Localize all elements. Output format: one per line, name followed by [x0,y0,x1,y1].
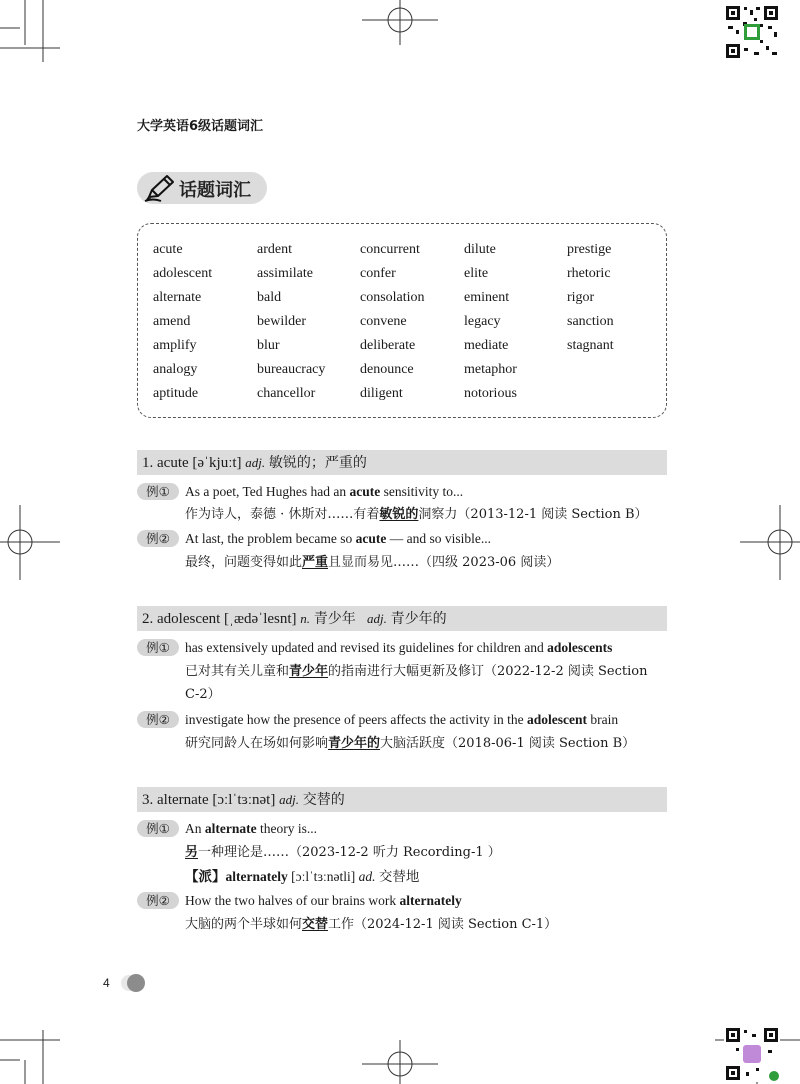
part-of-speech: adj. [245,455,266,470]
word-column-4 [464,238,517,406]
word-item: concurrent [360,242,420,257]
word-item: sanction [567,314,614,329]
word-column-5 [567,238,614,358]
qr-code-bottom [724,1026,780,1082]
entry-headword: 2. adolescent [ˌædəˈlesnt] [142,611,297,627]
example-badge: 例② [137,530,179,547]
word-item: prestige [567,242,612,257]
derived-word-line: 【派】alternately [ɔːlˈtɜːnətli] ad. 交替地 [185,869,420,885]
word-item: bald [257,290,282,305]
entry-meaning: 敏锐的；严重的 [268,455,367,471]
word-item: diligent [360,386,403,401]
example-en: At last, the problem became so acute — and so visible... [185,531,491,546]
example-badge: 例② [137,892,179,909]
entry-meaning: 青少年 [313,611,356,627]
example-badge: 例① [137,483,179,500]
word-item: amplify [153,338,197,353]
word-item: alternate [153,290,202,305]
word-item: convene [360,314,407,329]
part-of-speech: adj. [367,611,387,626]
entry-header-adolescent [137,606,667,631]
entry-headword: 3. alternate [ɔːlˈtɜːnət] [142,792,276,808]
word-item: metaphor [464,362,517,377]
word-column-3 [360,238,425,406]
word-item: eminent [464,290,510,305]
word-item: dilute [464,242,496,257]
word-item: rhetoric [567,266,611,281]
word-item: amend [153,314,191,329]
word-item: ardent [257,242,292,257]
word-item: acute [153,242,183,257]
word-item: analogy [153,362,198,377]
word-item: blur [257,338,280,353]
word-column-1 [153,238,212,406]
book-title: 大学英语6级话题词汇 [137,119,264,134]
word-column-2 [257,238,325,406]
example-cn: 作为诗人，泰德 · 休斯对……有着敏锐的洞察力（2013-12-1 阅读 Section B） [185,507,648,522]
word-item: consolation [360,290,425,305]
page-number: 4 [103,976,110,990]
example-cn: 最终，问题变得如此严重且显而易见……（四级 2023-06 阅读） [185,555,560,570]
word-item: stagnant [567,338,614,353]
entry-header-alternate [137,787,667,812]
word-item: adolescent [153,266,213,281]
word-item: mediate [464,338,509,353]
word-item: bureaucracy [257,362,326,377]
example-badge: 例② [137,711,179,728]
word-item: confer [360,266,396,281]
qr-code-top [724,4,780,60]
example-en: has extensively updated and revised its guidelines for children and adolescents [185,640,613,655]
word-item: assimilate [257,266,313,281]
example-cn: 研究同龄人在场如何影响青少年的大脑活跃度（2018-06-1 阅读 Section B） [185,736,636,751]
entry-meaning: 交替的 [302,792,345,808]
entry-header-acute [137,450,667,475]
part-of-speech: adj. [279,792,299,807]
page-dot-icon [120,974,146,992]
example-badge: 例① [137,639,179,656]
word-item: elite [464,266,489,281]
example-cn: 另一种理论是……（2023-12-2 听力 Recording-1 ） [185,845,501,860]
word-item: chancellor [257,386,316,401]
part-of-speech: n. [300,611,311,626]
entry-headword: 1. acute [əˈkjuːt] [142,455,242,471]
vocab-heading-pill [137,172,267,204]
word-item: deliberate [360,338,416,353]
example-en: How the two halves of our brains work alternately [185,893,462,908]
word-item: rigor [567,290,595,305]
example-badge: 例① [137,820,179,837]
example-en: As a poet, Ted Hughes had an acute sensitivity to... [185,484,464,499]
entry-meaning: 青少年的 [390,611,447,627]
example-cn-continued: C-2） [185,687,221,702]
word-item: aptitude [153,386,199,401]
word-item: denounce [360,362,414,377]
example-cn: 大脑的两个半球如何交替工作（2024-12-1 阅读 Section C-1） [185,917,558,932]
example-cn: 已对其有关儿童和青少年的指南进行大幅更新及修订（2022-12-2 阅读 Section [185,664,648,679]
pencil-icon [143,173,177,203]
word-item: legacy [464,314,501,329]
vocab-word-box [137,223,667,418]
example-en: An alternate theory is... [185,821,317,836]
word-item: notorious [464,386,517,401]
example-en: investigate how the presence of peers affects the activity in the adolescent brain [185,712,619,727]
vocab-heading-label: 话题词汇 [179,180,251,201]
word-item: bewilder [257,314,306,329]
